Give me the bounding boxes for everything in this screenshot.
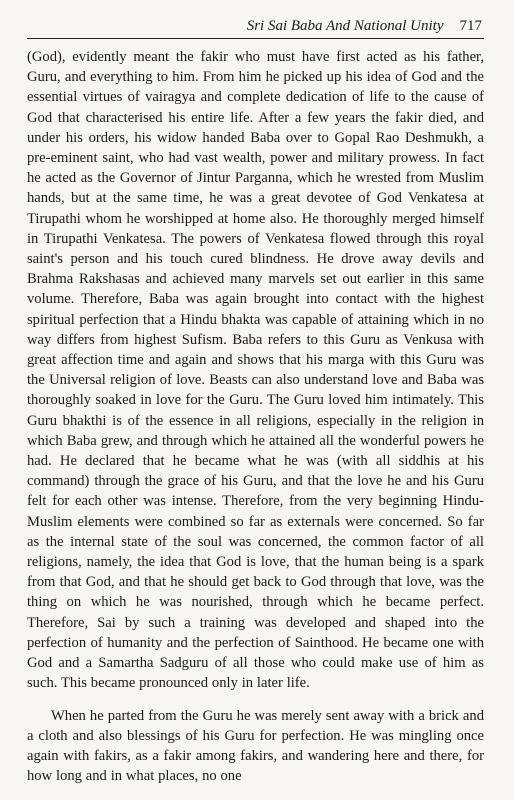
paragraph-1: (God), evidently meant the fakir who must have first acted as his father, Guru, and everything to him. From him he picked up his idea of God and the essential virtues of vairagya and complete dedication of life to the cause of God that characterised his entire life. After a few years the fakir died, and under his orders, his widow handed Baba over to Gopal Rao Deshmukh, a pre-eminent saint, who had vast wealth, power and military prowess. In fact he acted as the Governor of Jintur Parganna, which he wrested from Muslim hands, but at the same time, he was a great devotee of God Venkatesa at Tirupathi whom he worshipped at home also. He thoroughly merged himself in Tirupathi Venkatesa. The powers of Venkatesa flowed through this royal saint's person and his touch cured blindness. He drove away devils and Brahma Rakshasas and achieved many marvels set out earlier in this same volume. Therefore, Baba was again brought into contact with the highest spiritual perfection that a Hindu bhakta was capable of attaining which in no way differs from highest Sufism. Baba refers to this Guru as Venkusa with great affection time and again and shows that his marga with this Guru was the Universal religion of love. Beasts can also understand love and Baba was thoroughly soaked in love for the Guru. The Guru loved him intimately. This Guru bhakthi is of the essence in all religions, especially in the religion in which Baba grew, and through which he attained all the wonderful powers he had. He declared that he became what he was (with all siddhis at his command) through the grace of his Guru, and that the love he and his Guru felt for each other was intense. Therefore, from the very beginning Hindu-Muslim elements were combined so far as externals were concerned. So far as the internal state of the soul was concerned, the common factor of all religions, namely, the idea that God is love, that the human being is a spark from that God, and that he should get back to God through that love, was the thing on which he was nourished, through which he became perfect. Therefore, Sai by such a training was developed and shaped into the perfection of humanity and the perfection of Sainthood. He became one with God and a Samartha Sadguru of all those who could make use of him as such. This became pronounced only in later life. [27,49,484,692]
paragraph-2: When he parted from the Guru he was merely sent away with a brick and a cloth and also blessings of his Guru for perfection. He was mingling once again with fakirs, as a fakir among fakirs, and wandering here and there, for how long and in what places, no one [27,707,484,785]
page-number: 717 [459,18,482,34]
body-text [27,47,484,786]
running-title: Sri Sai Baba And National Unity [246,18,444,34]
running-header [27,18,484,35]
header-rule [27,38,484,39]
